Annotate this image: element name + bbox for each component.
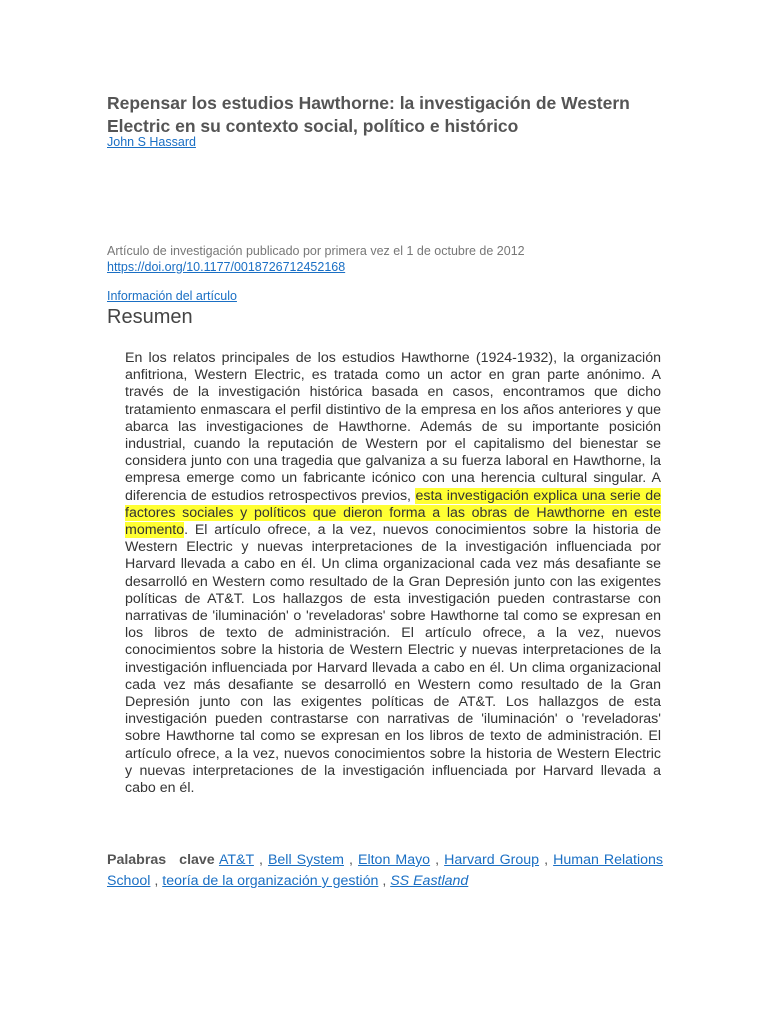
keyword-separator: , — [382, 873, 387, 889]
abstract-text-end: . El artículo ofrece, a la vez, nuevos conocimientos sobre la historia de Western Electric y nuevas interpretaciones de la investigación influenciada por Harvard llevada a cabo en él. Un clima organizacional cada vez más desafiante se desarrolló en Western como resultado de la Gran Depresión junto con las exigentes políticas de AT&T. Los hallazgos de esta investigación pueden contrastarse con narrativas de 'iluminación' o 'reveladoras' sobre Hawthorne tal como se expresan en los libros de texto de administración. El artículo ofrece, a la vez, nuevos conocimientos sobre la historia de Western Electric y nuevas interpretaciones de la investigación influenciada por Harvard llevada a cabo en él. Un clima organizacional cada vez más desafiante se desarrolló en Western como resultado de la Gran Depresión junto con las exigentes políticas de AT&T. Los hallazgos de esta investigación pueden contrastarse con narrativas de 'iluminación' o 'reveladoras' sobre Hawthorne tal como se expresan en los libros de texto de administración. El artículo ofrece, a la vez, nuevos conocimientos sobre la historia de Western Electric y nuevas interpretaciones de la investigación influenciada por Harvard llevada a cabo en él. — [125, 522, 661, 797]
article-info-link[interactable]: Información del artículo — [107, 289, 237, 303]
abstract-heading: Resumen — [107, 306, 193, 328]
keyword-link[interactable]: Human Relations School — [107, 852, 664, 889]
keywords-section — [107, 850, 663, 892]
highlighted-text: esta investigación explica una serie de factores sociales y políticos que dieron forma a las obras de Hawthorne en este momento — [125, 487, 661, 539]
abstract-text-start: En los relatos principales de los estudios Hawthorne (1924-1932), la organización anfitriona, Western Electric, es tratada como un actor en gran parte anónimo. A través de la investigación histórica basada en casos, encontramos que dicho tratamiento enmascara el perfil distintivo de la empresa en los años anteriores y que abarca las investigaciones de Hawthorne. Además de su importante posición industrial, cuando la reputación de Western por el capitalismo del bienestar se considera junto con una tragedia que galvaniza a su fuerza laboral en Hawthorne, la empresa emerge como un fabricante icónico con una herencia cultural singular. A diferencia de estudios retrospectivos previos, — [125, 350, 661, 504]
keyword-separator: , — [258, 852, 263, 868]
keyword-link[interactable]: Bell System — [267, 852, 344, 868]
publication-date-text: Artículo de investigación publicado por primera vez el 1 de octubre de 2012 — [107, 244, 525, 258]
author-link[interactable]: John S Hassard — [107, 135, 196, 149]
keyword-separator: , — [349, 852, 353, 868]
article-title: Repensar los estudios Hawthorne: la investigación de Western Electric en su contexto social, político e histórico — [107, 93, 630, 136]
keyword-separator: , — [544, 852, 549, 868]
keywords-label: Palabras clave — [107, 852, 215, 868]
keyword-link[interactable]: Elton Mayo — [358, 852, 431, 868]
keyword-link[interactable]: teoría de la organización y gestión — [162, 873, 379, 889]
abstract-paragraph — [125, 350, 661, 797]
keyword-link[interactable]: Harvard Group — [444, 852, 540, 868]
doi-link[interactable]: https://doi.org/10.1177/0018726712452168 — [107, 260, 346, 274]
keyword-separator: , — [154, 873, 159, 889]
keyword-link[interactable]: AT&T — [218, 852, 254, 868]
keyword-link[interactable]: SS Eastland — [390, 873, 469, 889]
keyword-separator: , — [435, 852, 440, 868]
